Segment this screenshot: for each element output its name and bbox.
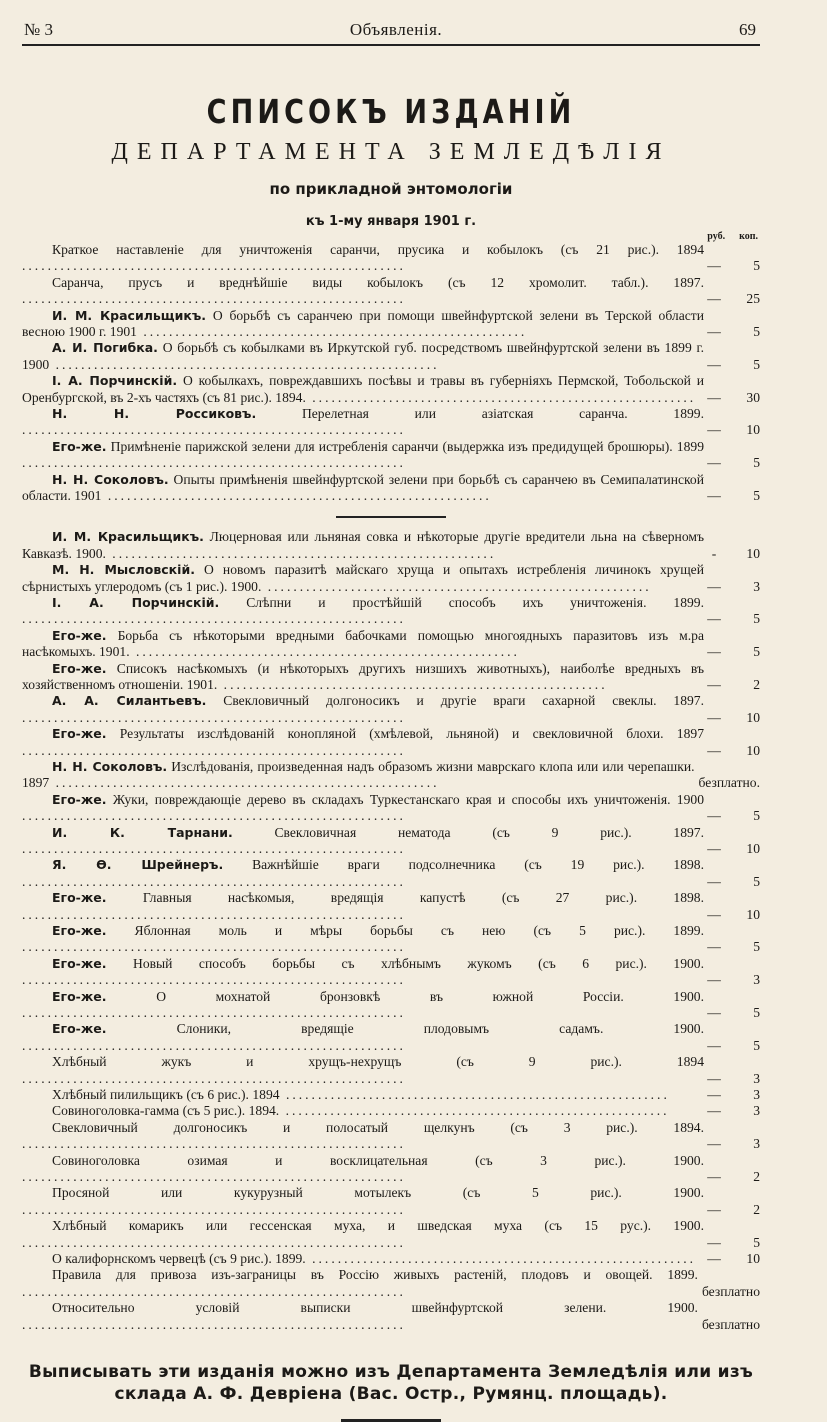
section-title: Объявленія.	[349, 20, 443, 39]
entry-rub: —	[707, 611, 721, 627]
list-item	[22, 890, 760, 923]
entry-text	[22, 693, 704, 726]
issue-number: № 3	[24, 20, 53, 39]
entry-rub: -	[711, 545, 717, 561]
entry-author: И. К. Тарнани.	[52, 824, 233, 840]
list-item	[22, 373, 760, 406]
entry-text	[22, 406, 704, 439]
leader-dots: ............................................................	[305, 1250, 697, 1266]
entry-title: Результаты изслѣдованій конопляной (хмѣлевой, льняной) и свекловичной блохи. 1897	[119, 726, 704, 742]
entry-author: И. М. Красильщикъ.	[52, 529, 204, 545]
list-item	[22, 1218, 760, 1251]
leader-dots: ............................................................	[22, 873, 406, 889]
entry-title: Правила для привоза изъ-заграницы въ Россію живыхъ растеній, плодовъ и овощей. 1899.	[52, 1267, 698, 1283]
entry-title: Совиноголовка озимая и восклицательная (съ 3 рис.). 1900.	[52, 1152, 704, 1168]
entry-title: Важнѣйшіе враги подсолнечника (съ 19 рис.). 1898.	[252, 857, 704, 873]
entry-rub: —	[707, 709, 721, 725]
list-item	[22, 1103, 760, 1119]
leader-dots: ............................................................	[129, 644, 520, 660]
entry-title: Яблонная моль и мѣры борьбы съ нею (съ 5 рис.). 1899.	[134, 922, 704, 938]
list-item	[22, 1021, 760, 1054]
entry-text	[22, 472, 704, 505]
list-item	[22, 562, 760, 595]
entry-title: Краткое наставленіе для уничтоженія саранчи, прусика и кобылокъ (съ 21 рис.). 1894	[52, 242, 704, 257]
entry-rub: —	[707, 808, 721, 824]
entry-author: Его-же.	[52, 890, 107, 906]
entry-author: Его-же.	[52, 955, 107, 971]
leader-dots: ............................................................	[22, 258, 406, 274]
entry-rub: —	[707, 455, 721, 471]
list-item	[22, 956, 760, 989]
entry-price: 3	[753, 1070, 760, 1086]
entry-price: 5	[753, 808, 760, 824]
entry-price: 10	[746, 906, 760, 922]
entry-title: Борьба съ нѣкоторыми вредными бабочками помощью многоядныхъ паразитовъ изъ м.ра насѣкомыхъ. 1901.	[22, 627, 704, 660]
list-item	[22, 759, 760, 792]
entry-text	[22, 1185, 704, 1218]
entry-title: О кобылкахъ, повреждавшихъ посѣвы и травы въ губерніяхъ Пермской, Тобольской и Оренбургской, въ 2-хъ частяхъ (съ 81 рис.). 1894.	[22, 373, 704, 405]
entry-text	[22, 1267, 698, 1300]
list-item	[22, 308, 760, 341]
entry-text	[22, 1021, 704, 1054]
entry-text	[22, 562, 704, 595]
leader-dots: ............................................................	[22, 972, 406, 988]
entry-rub: —	[707, 972, 721, 988]
page-header	[22, 18, 760, 46]
entry-author: Его-же.	[52, 627, 107, 643]
list-item	[22, 825, 760, 858]
entry-title: Примѣненіе парижской зелени для истребленія саранчи (выдержка изъ предидущей брошюры). 1899	[110, 438, 704, 454]
list-item	[22, 1120, 760, 1153]
entry-title: Списокъ насѣкомыхъ (и нѣкоторыхъ другихъ низшихъ животныхъ), наиболѣе вредныхъ въ хозяйственномъ отношеніи. 1901.	[22, 660, 704, 692]
entry-text	[22, 1120, 704, 1153]
entry-text	[22, 726, 704, 759]
entry-rub: —	[707, 840, 721, 856]
entry-text	[22, 595, 704, 628]
entry-rub: —	[707, 1201, 721, 1217]
entry-rub: —	[707, 1168, 721, 1184]
entry-rub: —	[707, 422, 721, 438]
entry-price: 5	[753, 455, 760, 471]
leader-dots: ............................................................	[101, 487, 492, 503]
entry-text	[22, 923, 704, 956]
entry-text	[22, 857, 704, 890]
entry-text	[22, 628, 704, 661]
entry-author: Я. Ѳ. Шрейнеръ.	[52, 857, 224, 873]
entry-rub: —	[707, 291, 721, 307]
entry-text	[22, 308, 704, 341]
entry-price: 5	[753, 1037, 760, 1053]
entry-author: Его-же.	[52, 726, 107, 742]
date-title: къ 1-му января 1901 г.	[305, 214, 477, 229]
list-item	[22, 439, 760, 472]
entry-author: Его-же.	[52, 988, 107, 1004]
leader-dots: ............................................................	[261, 578, 652, 594]
entry-rub: —	[707, 258, 721, 274]
entry-rub: —	[707, 487, 721, 503]
leader-dots: ............................................................	[22, 1004, 406, 1020]
entry-title: Главныя насѣкомыя, вредящія капустѣ (съ 27 рис.). 1898.	[142, 890, 704, 906]
entry-price: безплатно	[701, 1283, 760, 1299]
entry-price: 30	[746, 389, 760, 405]
entry-rub: —	[707, 1136, 721, 1152]
list-item	[22, 1185, 760, 1218]
leader-dots: ............................................................	[22, 840, 406, 856]
list-item	[22, 242, 760, 275]
leader-dots: ............................................................	[22, 1136, 406, 1152]
leader-dots: ............................................................	[22, 1168, 406, 1184]
list-item	[22, 923, 760, 956]
rub-header: руб.	[707, 231, 726, 242]
section-divider	[336, 516, 446, 518]
page	[22, 18, 760, 1422]
entry-text	[22, 661, 704, 694]
entry-text	[22, 956, 704, 989]
leader-dots: ............................................................	[22, 422, 406, 438]
ordering-notice	[22, 1361, 760, 1405]
entry-text	[22, 890, 704, 923]
leader-dots: ............................................................	[22, 939, 406, 955]
entry-price: 10	[746, 709, 760, 725]
entry-title: О мохнатой бронзовкѣ въ южной Россіи. 1900.	[156, 988, 704, 1004]
entry-rub: —	[707, 1086, 721, 1102]
entry-price: 25	[746, 291, 760, 307]
entry-price: 2	[753, 1168, 760, 1184]
price-column-header	[22, 231, 760, 242]
publication-list-1	[22, 242, 760, 504]
entry-rub: —	[707, 906, 721, 922]
leader-dots: ............................................................	[22, 709, 406, 725]
end-rule	[341, 1419, 441, 1422]
entry-author: Его-же.	[52, 660, 107, 676]
entry-author: Его-же.	[52, 438, 107, 454]
list-item	[22, 1300, 760, 1333]
list-item	[22, 1251, 760, 1267]
entry-title: Свекловичный долгоносикъ и другіе враги сахарной свеклы. 1897.	[223, 693, 704, 709]
entry-price: 5	[753, 1234, 760, 1250]
leader-dots: ............................................................	[49, 775, 440, 791]
entry-title: Саранча, прусъ и вреднѣйшіе виды кобылокъ (съ 12 хромолит. табл.). 1897.	[52, 274, 704, 290]
entry-text	[22, 373, 704, 406]
entry-price: безплатно	[701, 1316, 760, 1332]
list-item	[22, 693, 760, 726]
leader-dots: ............................................................	[305, 389, 697, 405]
list-item	[22, 726, 760, 759]
leader-dots: ............................................................	[217, 676, 608, 692]
entry-text	[22, 439, 704, 472]
entry-author: Н. Н. Соколовъ.	[52, 758, 168, 774]
entry-title: Опыты примѣненія швейнфуртской зелени при борьбѣ съ саранчею въ Семипалатинской области. 1901	[22, 471, 704, 503]
publication-list-2	[22, 529, 760, 1333]
list-item	[22, 1267, 760, 1300]
leader-dots: ............................................................	[105, 545, 497, 561]
list-item	[22, 1087, 760, 1103]
entry-title: О калифорнскомъ червецѣ (съ 9 рис.). 1899.	[52, 1250, 306, 1266]
entry-text	[22, 1054, 704, 1087]
entry-price: 10	[746, 742, 760, 758]
topic-title: по прикладной энтомологіи	[269, 180, 513, 198]
entry-rub: —	[707, 644, 721, 660]
entry-rub: —	[707, 939, 721, 955]
entry-price: 5	[753, 873, 760, 889]
entry-title: Просяной или кукурузный мотылекъ (съ 5 рис.). 1900.	[52, 1185, 704, 1201]
entry-price: 5	[753, 1004, 760, 1020]
entry-price: 10	[746, 422, 760, 438]
leader-dots: ............................................................	[22, 1234, 406, 1250]
entry-author: Н. Н. Россиковъ.	[52, 405, 257, 421]
leader-dots: ............................................................	[279, 1103, 670, 1119]
entry-title: Перелетная или азіатская саранча. 1899.	[301, 405, 704, 421]
kop-header: коп.	[739, 231, 758, 242]
entry-title: Люцерновая или льняная совка и нѣкоторые другіе вредители льна на сѣверномъ Кавказѣ. 1900.	[22, 529, 704, 561]
entry-price: 5	[753, 939, 760, 955]
leader-dots: ............................................................	[22, 742, 406, 758]
entry-text	[22, 1153, 704, 1186]
entry-title: Хлѣбный жукъ и хрущъ-нехрущъ (съ 9 рис.). 1894	[52, 1054, 704, 1070]
leader-dots: ............................................................	[22, 611, 406, 627]
leader-dots: ............................................................	[22, 808, 406, 824]
entry-price: 5	[753, 356, 760, 372]
entry-text	[22, 1300, 698, 1333]
entry-price: безплатно.	[698, 775, 760, 791]
leader-dots: ............................................................	[136, 324, 528, 339]
list-item	[22, 857, 760, 890]
entry-rub: —	[707, 1037, 721, 1053]
list-item	[22, 595, 760, 628]
list-item	[22, 275, 760, 308]
leader-dots: ............................................................	[279, 1086, 670, 1102]
entry-rub: —	[707, 1234, 721, 1250]
page-number: 69	[738, 20, 756, 39]
list-item	[22, 406, 760, 439]
entry-price: 5	[753, 644, 760, 660]
entry-price: 3	[753, 1103, 760, 1119]
list-item	[22, 1153, 760, 1186]
leader-dots: ............................................................	[22, 455, 406, 471]
list-item	[22, 792, 760, 825]
entry-rub: —	[707, 389, 721, 405]
entry-rub: —	[707, 578, 721, 594]
entry-price: 10	[746, 1250, 760, 1266]
entry-text	[22, 529, 704, 562]
list-item	[22, 472, 760, 505]
entry-title: Слоники, вредящіе плодовымъ садамъ. 1900.	[176, 1021, 704, 1037]
list-item	[22, 340, 760, 373]
entry-price: 2	[753, 676, 760, 692]
entry-price: 5	[753, 487, 760, 503]
department-title: ДЕПАРТАМЕНТА ЗЕМЛЕДѢЛІЯ	[111, 139, 671, 165]
leader-dots: ............................................................	[22, 906, 406, 922]
entry-title: Свекловичный долгоносикъ и полосатый щелкунъ (съ 3 рис.). 1894.	[52, 1119, 704, 1135]
entry-text	[22, 792, 704, 825]
entry-author: Его-же.	[52, 1021, 107, 1037]
ordering-notice-line-1: Выписывать эти изданія можно изъ Департамента Земледѣлія или изъ	[28, 1361, 754, 1382]
entry-rub: —	[707, 873, 721, 889]
entry-title: Относительно условій выписки швейнфуртской зелени. 1900.	[52, 1300, 698, 1316]
leader-dots: ............................................................	[49, 356, 440, 372]
entry-text	[22, 242, 704, 275]
entry-title: Совиноголовка-гамма (съ 5 рис.). 1894.	[52, 1103, 280, 1119]
entry-text	[22, 1218, 704, 1251]
leader-dots: ............................................................	[22, 1070, 406, 1086]
entry-price: 3	[753, 1086, 760, 1102]
entry-author: М. Н. Мысловскій.	[52, 562, 195, 578]
entry-author: Его-же.	[52, 791, 107, 807]
entry-price: 3	[753, 1136, 760, 1152]
entry-text	[22, 1251, 704, 1267]
entry-text	[22, 340, 704, 373]
list-item	[22, 661, 760, 694]
leader-dots: ............................................................	[22, 1283, 406, 1299]
entry-price: 5	[753, 323, 760, 339]
entry-rub: —	[707, 676, 721, 692]
entry-title: Хлѣбный комарикъ или гессенская муха, и шведская муха (съ 15 рус.). 1900.	[52, 1218, 704, 1234]
entry-author: И. М. Красильщикъ.	[52, 307, 206, 323]
entry-rub: —	[707, 1004, 721, 1020]
leader-dots: ............................................................	[22, 1037, 406, 1053]
ordering-notice-line-2: склада А. Ф. Девріена (Вас. Остр., Румянц. площадь).	[114, 1383, 668, 1404]
list-item	[22, 529, 760, 562]
entry-rub: —	[707, 1250, 721, 1266]
leader-dots: ............................................................	[22, 1201, 406, 1217]
entry-title: Изслѣдованія, произведенная надъ образомъ жизни маврскаго клопа или или черепашки. 1897	[22, 758, 695, 791]
leader-dots: ............................................................	[22, 1316, 406, 1332]
entry-rub: —	[707, 356, 721, 372]
entry-title: О борьбѣ съ саранчею при помощи швейнфуртской зелени въ Терской области весною 1900 г. 1901	[22, 307, 704, 339]
entry-title: О борьбѣ съ кобылками въ Иркутской губ. посредствомъ швейнфуртской зелени въ 1899 г. 1900	[22, 340, 704, 372]
entry-rub: —	[707, 323, 721, 339]
entry-text	[22, 1087, 704, 1103]
leader-dots: ............................................................	[22, 291, 406, 307]
list-item	[22, 1054, 760, 1087]
entry-text	[22, 275, 704, 308]
entry-price: 2	[753, 1201, 760, 1217]
list-title: СПИСОКЪ ИЗДАНІЙ	[206, 92, 576, 131]
entry-author: А. И. Погибка.	[52, 340, 158, 356]
list-item	[22, 628, 760, 661]
list-item	[22, 989, 760, 1022]
entry-rub: —	[707, 1070, 721, 1086]
entry-price: 10	[746, 840, 760, 856]
entry-rub: —	[707, 1103, 721, 1119]
entry-author: І. А. Порчинскій.	[52, 594, 220, 610]
entry-title: Жуки, повреждающіе дерево въ складахъ Туркестанскаго края и способы ихъ уничтоженія. 1900	[112, 791, 704, 807]
entry-rub: —	[707, 742, 721, 758]
entry-price: 10	[746, 545, 760, 561]
entry-author: Его-же.	[52, 922, 107, 938]
entry-title: Новый способъ борьбы съ хлѣбнымъ жукомъ (съ 6 рис.). 1900.	[133, 955, 704, 971]
entry-text	[22, 1103, 704, 1119]
entry-price: 3	[753, 578, 760, 594]
entry-title: О новомъ паразитѣ майскаго хруща и опытахъ истребленія личинокъ хрущей сѣрнистыхъ углеродомъ (съ 1 рис.). 1900.	[22, 562, 704, 594]
entry-price: 3	[753, 972, 760, 988]
entry-author: Н. Н. Соколовъ.	[52, 471, 169, 487]
entry-title: Слѣпни и простѣйшій способъ ихъ уничтоженія. 1899.	[246, 594, 704, 610]
entry-title: Свекловичная нематода (съ 9 рис.). 1897.	[274, 824, 704, 840]
entry-text	[22, 989, 704, 1022]
entry-text	[22, 825, 704, 858]
entry-author: І. А. Порчинскій.	[52, 373, 178, 389]
entry-author: А. А. Силантьевъ.	[52, 693, 207, 709]
entry-text	[22, 759, 695, 792]
entry-title: Хлѣбный пилильщикъ (съ 6 рис.). 1894	[52, 1086, 280, 1102]
entry-price: 5	[753, 611, 760, 627]
entry-price: 5	[753, 258, 760, 274]
